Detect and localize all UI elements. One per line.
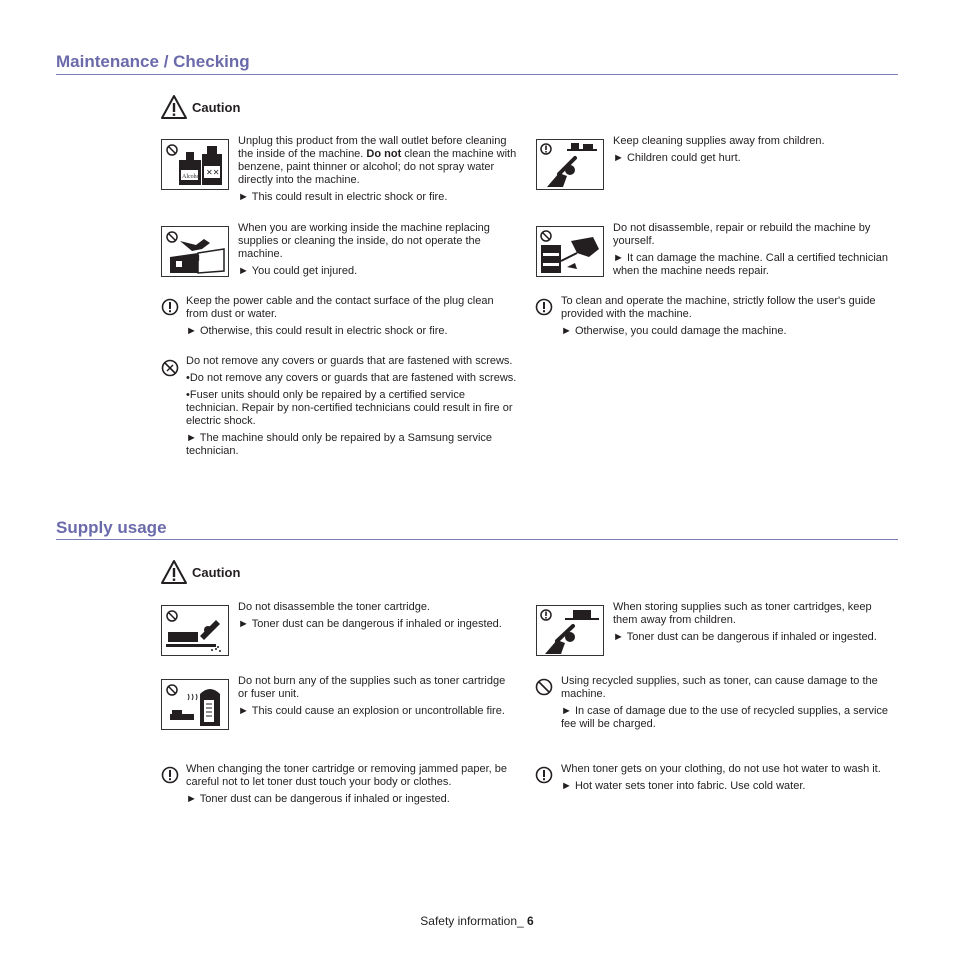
mandatory-icon: [161, 298, 179, 316]
consequence-text: ► Otherwise, this could result in electric shock or fire.: [186, 325, 448, 337]
consequence-text: ► The machine should only be repaired by a Samsung service technician.: [186, 432, 493, 457]
section-rule: [56, 539, 898, 540]
section-title-maintenance: Maintenance / Checking: [56, 52, 250, 71]
svg-text:N: N: [194, 254, 200, 263]
item-no-disassembly-text: Do not disassemble, repair or rebuild the machine by yourself. ► It can damage the machine. Call a certified technician when the machine needs repair.: [613, 222, 893, 282]
mandatory-icon: [161, 766, 179, 784]
consequence-text: ► Toner dust can be dangerous if inhaled or ingested.: [238, 618, 502, 630]
item-no-burning-text: Do not burn any of the supplies such as toner cartridge or fuser unit. ► This could cause an explosion or uncontrollable fire.: [238, 675, 518, 722]
item-follow-guide-text: To clean and operate the machine, strictly follow the user's guide provided with the machine. ► Otherwise, you could damage the machine.: [561, 295, 893, 342]
consequence-text: ► Toner dust can be dangerous if inhaled or ingested.: [613, 631, 877, 643]
mandatory-icon: [535, 298, 553, 316]
caution-label: Caution: [192, 100, 241, 115]
no-burning-icon: [161, 679, 229, 730]
no-disassemble-icon: [161, 359, 179, 377]
caution-header: [160, 559, 241, 587]
consequence-text: ► It can damage the machine. Call a certified technician when the machine needs repair.: [613, 252, 889, 277]
item-power-cable-text: Keep the power cable and the contact surface of the plug clean from dust or water. ► Otherwise, this could result in electric shock or fire.: [186, 295, 518, 342]
item-no-disassemble-cartridge-text: Do not disassemble the toner cartridge. ► Toner dust can be dangerous if inhaled or ingested.: [238, 601, 518, 635]
consequence-text: ► Children could get hurt.: [613, 152, 741, 164]
mandatory-icon: [535, 766, 553, 784]
item-no-chemicals-text: Unplug this product from the wall outlet before cleaning the inside of the machine. Do not clean the machine with benzene, paint thinner or alcohol; do not spray water directly into the machine. ► This could result in electric shock or fire.: [238, 135, 517, 203]
no-disassembly-icon: [536, 226, 604, 277]
keep-toner-from-children-icon: [536, 605, 604, 656]
item-cold-water-text: When toner gets on your clothing, do not use hot water to wash it. ► Hot water sets toner into fabric. Use cold water.: [561, 763, 893, 797]
no-operating-while-open-icon: [161, 226, 229, 277]
consequence-text: ► This could result in electric shock or fire.: [238, 191, 448, 203]
keep-from-children-icon: [536, 139, 604, 190]
item-no-operating-text: When you are working inside the machine replacing supplies or cleaning the inside, do not operate the machine. ► You could get injured.: [238, 222, 518, 282]
item-remove-covers-text: Do not remove any covers or guards that are fastened with screws. •Do not remove any covers or guards that are fastened with screws. •Fuser units should only be repaired by a certified service technician. Repair by non-certified technicians could result in fire or electric shock. ► The machine should only be repaired by a Samsung service technician.: [186, 355, 517, 457]
warning-triangle-icon: [160, 94, 188, 120]
prohibited-icon: [535, 678, 553, 696]
svg-text:Alcohol: Alcohol: [182, 174, 202, 180]
svg-text:✕✕: ✕✕: [206, 168, 220, 177]
section-rule: [56, 74, 898, 75]
consequence-text: ► You could get injured.: [238, 265, 358, 277]
section-title-supply-usage: Supply usage: [56, 518, 167, 537]
warning-triangle-icon: [160, 559, 188, 585]
no-disassemble-cartridge-icon: [161, 605, 229, 656]
consequence-text: ► Hot water sets toner into fabric. Use cold water.: [561, 780, 806, 792]
consequence-text: ► Otherwise, you could damage the machine.: [561, 325, 787, 337]
caution-label: Caution: [192, 565, 241, 580]
page-footer: [0, 914, 954, 928]
footer-text: Safety information_: [420, 914, 528, 928]
item-toner-dust-body-text: When changing the toner cartridge or removing jammed paper, be careful not to let toner dust touch your body or clothes. ► Toner dust can be dangerous if inhaled or ingested.: [186, 763, 518, 810]
consequence-text: ► In case of damage due to the use of recycled supplies, a service fee will be charged.: [561, 705, 889, 730]
page-number: 6: [527, 914, 534, 928]
caution-header: [160, 94, 241, 122]
consequence-text: ► This could cause an explosion or uncontrollable fire.: [238, 705, 505, 717]
item-keep-toner-text: When storing supplies such as toner cartridges, keep them away from children. ► Toner dust can be dangerous if inhaled or ingested.: [613, 601, 893, 648]
no-chemicals-icon: [161, 139, 229, 190]
item-recycled-supplies-text: Using recycled supplies, such as toner, can cause damage to the machine. ► In case of damage due to the use of recycled supplies, a service fee will be charged.: [561, 675, 893, 735]
consequence-text: ► Toner dust can be dangerous if inhaled or ingested.: [186, 793, 450, 805]
item-keep-from-children-text: Keep cleaning supplies away from children. ► Children could get hurt.: [613, 135, 893, 169]
